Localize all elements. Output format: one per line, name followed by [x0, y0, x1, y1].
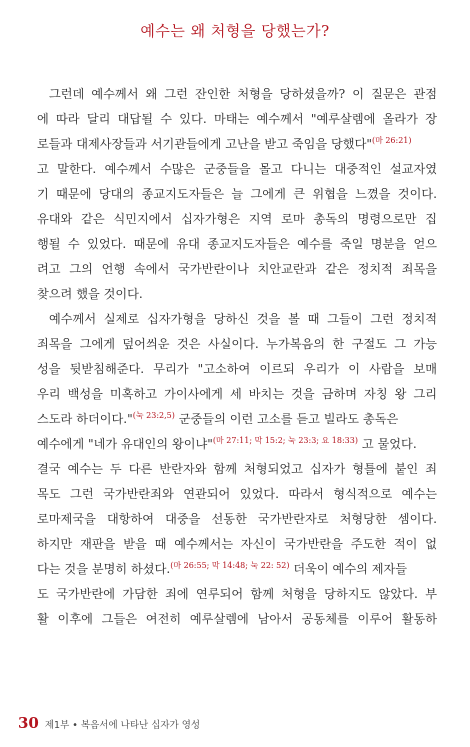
scripture-reference: (마 26:55; 막 14:48; 눅 22: 52)	[170, 560, 290, 570]
text-line	[37, 432, 437, 457]
text-span: 더욱이 예수의 제자들	[289, 562, 408, 576]
text-line: 활 이후에 그들은 여전히 예루살렘에 남아서 공동체를 이루어 활동하	[37, 612, 437, 626]
text-line: 려고 그의 언행 속에서 국가반란이나 치안교란과 같은 정치적 죄목을	[37, 262, 437, 276]
scripture-reference: (눅 23:2,5)	[132, 410, 175, 420]
body-text	[37, 82, 437, 632]
text-line: 우리 백성을 미혹하고 가이사에게 세 바치는 것을 금하며 자칭 왕 그리	[37, 387, 437, 401]
text-span: 고 물었다.	[357, 437, 417, 451]
text-span: 로들과 대제사장들과 서기관들에게 고난을 받고 죽임을 당했다"	[37, 137, 372, 151]
text-line: 찾으려 했을 것이다.	[37, 287, 143, 301]
page-number: 30	[18, 714, 39, 732]
scripture-reference: (마 27:11; 막 15:2; 눅 23:3; 요 18:33)	[212, 435, 358, 445]
text-line: 유대와 같은 식민지에서 십자가형은 지역 로마 총독의 명령으로만 집	[37, 212, 437, 226]
text-span: 스도라 하더이다."	[37, 412, 133, 426]
page-title: 예수는 왜 처형을 당했는가?	[140, 22, 330, 40]
text-line: 로마제국을 대항하여 대중을 선동한 국가반란자로 처형당한 셈이다.	[37, 512, 437, 526]
text-line: 죄목을 그에게 덮어씌운 것은 사실이다. 누가복음의 한 구절도 그 가능	[37, 337, 437, 351]
scripture-reference: (마 26:21)	[371, 135, 412, 145]
text-line: 목도 그런 국가반란죄와 연관되어 있었다. 따라서 형식적으로 예수는	[37, 487, 437, 501]
text-span: 다는 것을 분명히 하셨다.	[37, 562, 171, 576]
text-span: 예수에게 "네가 유대인의 왕이냐"	[37, 437, 213, 451]
text-line	[37, 132, 437, 157]
text-line: 도 국가반란에 가담한 죄에 연루되어 함께 처형을 당하지도 않았다. 부	[37, 587, 437, 601]
text-line: 결국 예수는 두 다른 반란자와 함께 처형되었고 십자가 형틀에 붙인 죄	[37, 462, 437, 476]
text-line: 기 때문에 당대의 종교지도자들은 늘 그에게 큰 위협을 느꼈을 것이다.	[37, 187, 437, 201]
text-span: 군중들의 이런 고소를 듣고 빌라도 총독은	[174, 412, 399, 426]
text-line	[37, 407, 437, 432]
text-line: 고 말한다. 예수께서 수많은 군중들을 몰고 다니는 대중적인 설교자였	[37, 162, 437, 176]
text-line: 예수께서 실제로 십자가형을 당하신 것을 볼 때 그들이 그런 정치적	[49, 312, 437, 326]
text-line: 하지만 재판을 받을 때 예수께서는 자신이 국가반란을 주도한 적이 없	[37, 537, 437, 551]
running-title: 제1부 • 복음서에 나타난 십자가 영성	[44, 720, 201, 731]
text-line	[37, 557, 437, 582]
running-footer	[18, 714, 200, 734]
text-line: 행될 수 있었다. 때문에 유대 종교지도자들은 예수를 죽일 명분을 얻으	[37, 237, 437, 251]
text-line: 그런데 예수께서 왜 그런 잔인한 처형을 당하셨을까? 이 질문은 관점	[49, 87, 437, 101]
text-line: 성을 뒷받침해준다. 무리가 "고소하여 이르되 우리가 이 사람을 보매	[37, 362, 437, 376]
text-line: 에 따라 달리 대답될 수 있다. 마태는 예수께서 "예루살렘에 올라가 장	[37, 112, 437, 126]
